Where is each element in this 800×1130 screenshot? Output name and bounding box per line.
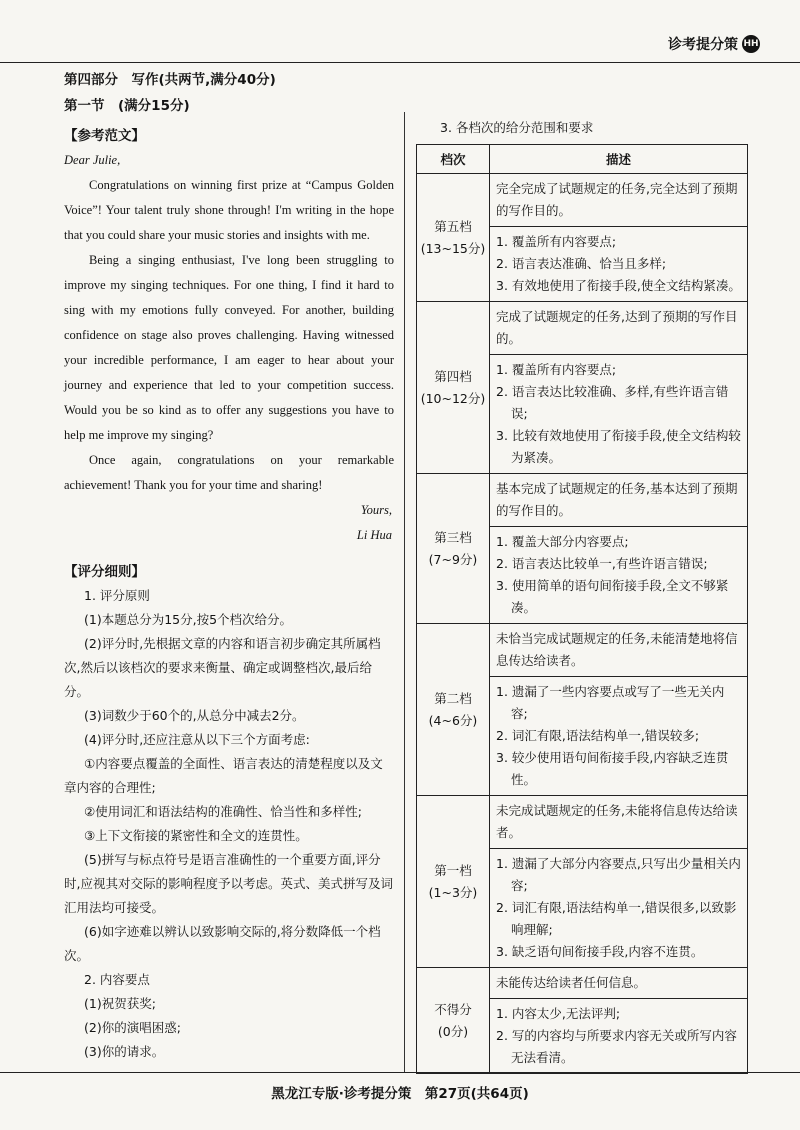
grade-criterion: 1. 遗漏了一些内容要点或写了一些无关内容; (496, 684, 725, 721)
grade-criteria (490, 527, 748, 624)
grade-range: (7~9分) (428, 551, 478, 567)
grade-criteria (490, 999, 748, 1074)
grade-name: 第五档 (434, 218, 472, 234)
grade-summary: 未完成试题规定的任务,未能将信息传达给读者。 (490, 796, 748, 849)
rule-heading: 2. 内容要点 (84, 972, 150, 987)
grade-table-heading: 3. 各档次的给分范围和要求 (440, 120, 594, 135)
grade-criterion: 3. 缺乏语句间衔接手段,内容不连贯。 (496, 944, 704, 959)
grade-row (417, 474, 748, 527)
brand-logo-icon: HH (742, 35, 760, 53)
page-footer: 黑龙江专版·诊考提分策 第27页(共64页) (271, 1086, 529, 1102)
grade-level-cell (417, 624, 490, 796)
grade-summary: 未恰当完成试题规定的任务,未能清楚地将信息传达给读者。 (490, 624, 748, 677)
grade-criterion: 1. 覆盖所有内容要点; (496, 362, 617, 377)
grade-criterion: 2. 语言表达比较准确、多样,有些许语言错误; (496, 384, 729, 421)
rule-subitem: ①内容要点覆盖的全面性、语言表达的清楚程度以及文章内容的合理性; (64, 756, 383, 795)
grade-criteria (490, 849, 748, 968)
grade-level-cell (417, 796, 490, 968)
part-title: 第四部分 写作(共两节,满分40分) (64, 72, 276, 88)
grade-name: 不得分 (434, 1001, 472, 1017)
grade-range: (13~15分) (420, 240, 486, 256)
rule-item: (6)如字迹难以辨认以致影响交际的,将分数降低一个档次。 (64, 924, 381, 963)
top-rule (0, 62, 800, 63)
grade-level-cell (417, 474, 490, 624)
grade-row (417, 796, 748, 849)
rule-item: (5)拼写与标点符号是语言准确性的一个重要方面,评分时,应视其对交际的影响程度予以考虑。英式、美式拼写及词汇用法均可接受。 (64, 852, 393, 915)
grade-summary: 基本完成了试题规定的任务,基本达到了预期的写作目的。 (490, 474, 748, 527)
letter-paragraph: Being a singing enthusiast, I've long been struggling to improve my singing techniques. For one thing, I find it hard to sing with my emotions fully conveyed. For another, building confidence on stage also proves challenging. Having witnessed your incredible performance, I am eager to hear about your journey and experience that led to your competition success. Would you be so kind as to offer any suggestions you have to help me improve my singing? (64, 253, 394, 442)
rule-subitem: ②使用词汇和语法结构的准确性、恰当性和多样性; (84, 804, 362, 819)
table-header-row (417, 145, 748, 174)
rule-item: (3)词数少于60个的,从总分中减去2分。 (84, 708, 305, 723)
grade-criteria (490, 355, 748, 474)
grade-row (417, 968, 748, 999)
grade-criteria (490, 227, 748, 302)
scoring-rules (64, 584, 394, 1064)
rules-label: 【评分细则】 (64, 564, 145, 580)
grade-criteria (490, 677, 748, 796)
grade-criterion: 3. 使用简单的语句间衔接手段,全文不够紧凑。 (496, 578, 729, 615)
grade-criterion: 2. 语言表达准确、恰当且多样; (496, 256, 667, 271)
grade-criterion: 3. 较少使用语句间衔接手段,内容缺乏连贯性。 (496, 750, 729, 787)
grade-criterion: 2. 写的内容均与所要求内容无关或所写内容无法看清。 (496, 1028, 737, 1065)
letter-paragraph: Once again, congratulations on your remarkable achievement! Thank you for your time and sharing! (64, 453, 394, 492)
grade-criterion: 1. 覆盖大部分内容要点; (496, 534, 629, 549)
grade-name: 第四档 (434, 368, 472, 384)
description-column-header: 描述 (490, 145, 748, 174)
rule-item: (2)评分时,先根据文章的内容和语言初步确定其所属档次,然后以该档次的要求来衡量、确定或调整档次,最后给分。 (64, 636, 381, 699)
brand-name: 诊考提分策 (668, 37, 738, 53)
grade-name: 第二档 (434, 690, 472, 706)
grade-summary: 完成了试题规定的任务,达到了预期的写作目的。 (490, 302, 748, 355)
rule-item: (1)祝贺获奖; (84, 996, 156, 1011)
left-column (64, 68, 394, 1064)
grade-level-cell (417, 174, 490, 302)
grade-row (417, 302, 748, 355)
grade-criterion: 1. 遗漏了大部分内容要点,只写出少量相关内容; (496, 856, 741, 893)
grade-criterion: 2. 词汇有限,语法结构单一,错误很多,以致影响理解; (496, 900, 737, 937)
level-column-header: 档次 (417, 145, 490, 174)
grade-name: 第三档 (434, 529, 472, 545)
grade-summary: 未能传达给读者任何信息。 (490, 968, 748, 999)
footer-rule (0, 1072, 800, 1073)
letter-closing: Yours, (360, 503, 392, 517)
grade-row (417, 174, 748, 227)
right-column (416, 118, 748, 1074)
grade-level-cell (417, 968, 490, 1074)
grade-table (416, 144, 748, 1074)
rule-item: (3)你的请求。 (84, 1044, 165, 1059)
sample-letter (64, 148, 394, 548)
grade-table-body (417, 174, 748, 1074)
grade-level-cell (417, 302, 490, 474)
header-brand (668, 34, 760, 54)
column-divider (404, 112, 405, 1072)
rule-subitem: ③上下文衔接的紧密性和全文的连贯性。 (84, 828, 308, 843)
grade-criterion: 3. 有效地使用了衔接手段,使全文结构紧凑。 (496, 278, 741, 293)
rule-item: (4)评分时,还应注意从以下三个方面考虑: (84, 732, 310, 747)
section-title: 第一节 (满分15分) (64, 98, 190, 114)
rule-heading: 1. 评分原则 (84, 588, 150, 603)
rule-item: (1)本题总分为15分,按5个档次给分。 (84, 612, 293, 627)
letter-signature: Li Hua (356, 528, 392, 542)
rule-item: (2)你的演唱困惑; (84, 1020, 181, 1035)
grade-range: (10~12分) (420, 390, 486, 406)
grade-range: (1~3分) (428, 884, 478, 900)
letter-salutation: Dear Julie, (64, 153, 121, 167)
reference-label: 【参考范文】 (64, 128, 145, 144)
letter-paragraph: Congratulations on winning first prize at “Campus Golden Voice”! Your talent truly shone through! I'm writing in the hope that you could share your music stories and insights with me. (64, 178, 394, 242)
grade-range: (0分) (437, 1023, 469, 1039)
grade-range: (4~6分) (428, 712, 478, 728)
grade-criterion: 1. 覆盖所有内容要点; (496, 234, 617, 249)
grade-criterion: 1. 内容太少,无法评判; (496, 1006, 621, 1021)
grade-row (417, 624, 748, 677)
grade-name: 第一档 (434, 862, 472, 878)
grade-criterion: 2. 词汇有限,语法结构单一,错误较多; (496, 728, 700, 743)
grade-criterion: 3. 比较有效地使用了衔接手段,使全文结构较为紧凑。 (496, 428, 741, 465)
grade-summary: 完全完成了试题规定的任务,完全达到了预期的写作目的。 (490, 174, 748, 227)
grade-criterion: 2. 语言表达比较单一,有些许语言错误; (496, 556, 708, 571)
